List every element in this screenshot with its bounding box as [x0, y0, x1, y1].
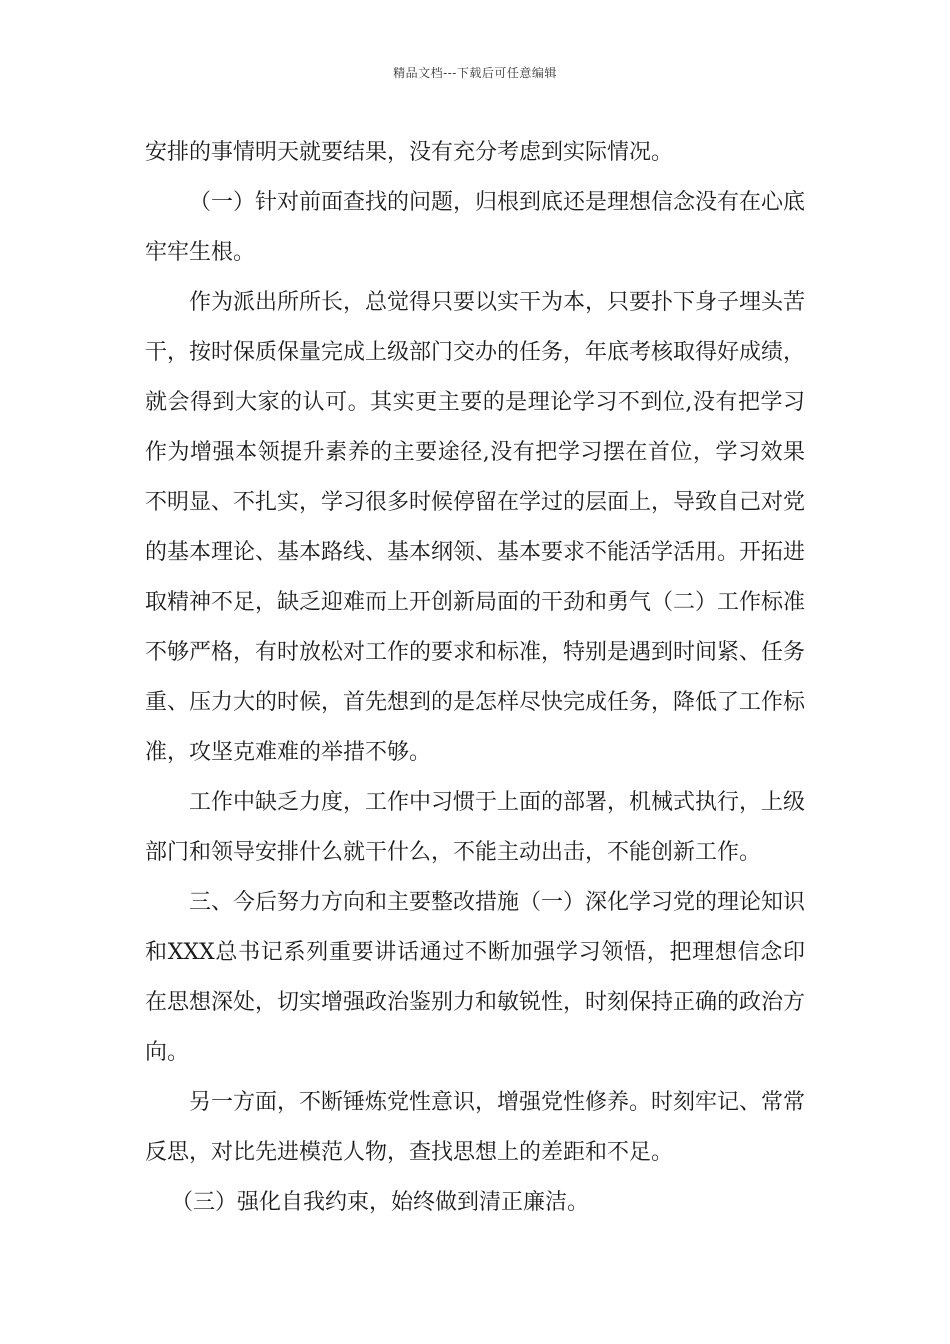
paragraph-6: 另一方面，不断锤炼党性意识，增强党性修养。时刻牢记、常常反思，对比先进模范人物，查找思想上的差距和不足。: [145, 1090, 806, 1165]
paragraph-7: （三）强化自我约束，始终做到清正廉洁。: [171, 1190, 590, 1215]
document-body: [145, 128, 805, 1228]
paragraph-1: 安排的事情明天就要结果，没有充分考虑到实际情况。: [145, 140, 674, 165]
page-header: 精品文档---下载后可任意编辑: [393, 66, 557, 80]
paragraph-5: 三、今后努力方向和主要整改措施（一）深化学习党的理论知识和XXX总书记系列重要讲话通过不断加强学习领悟，把理想信念印在思想深处，切实增强政治鉴别力和敏锐性，时刻保持正确的政治方向。: [145, 890, 806, 1065]
paragraph-4: 工作中缺乏力度，工作中习惯于上面的部署，机械式执行，上级部门和领导安排什么就干什么，不能主动出击，不能创新工作。: [145, 790, 806, 865]
paragraph-2: （一）针对前面查找的问题，归根到底还是理想信念没有在心底牢牢生根。: [145, 190, 806, 265]
paragraph-3: 作为派出所所长，总觉得只要以实干为本，只要扑下身子埋头苦干，按时保质保量完成上级部门交办的任务，年底考核取得好成绩，就会得到大家的认可。其实更主要的是理论学习不到位,没有把学习作为增强本领提升素养的主要途径,没有把学习摆在首位，学习效果不明显、不扎实，学习很多时候停留在学过的层面上，导致自己对党的基本理论、基本路线、基本纲领、基本要求不能活学活用。开拓进取精神不足，缺乏迎难而上开创新局面的干劲和勇气（二）工作标准不够严格，有时放松对工作的要求和标准，特别是遇到时间紧、任务重、压力大的时候，首先想到的是怎样尽快完成任务，降低了工作标准，攻坚克难难的举措不够。: [145, 290, 806, 765]
